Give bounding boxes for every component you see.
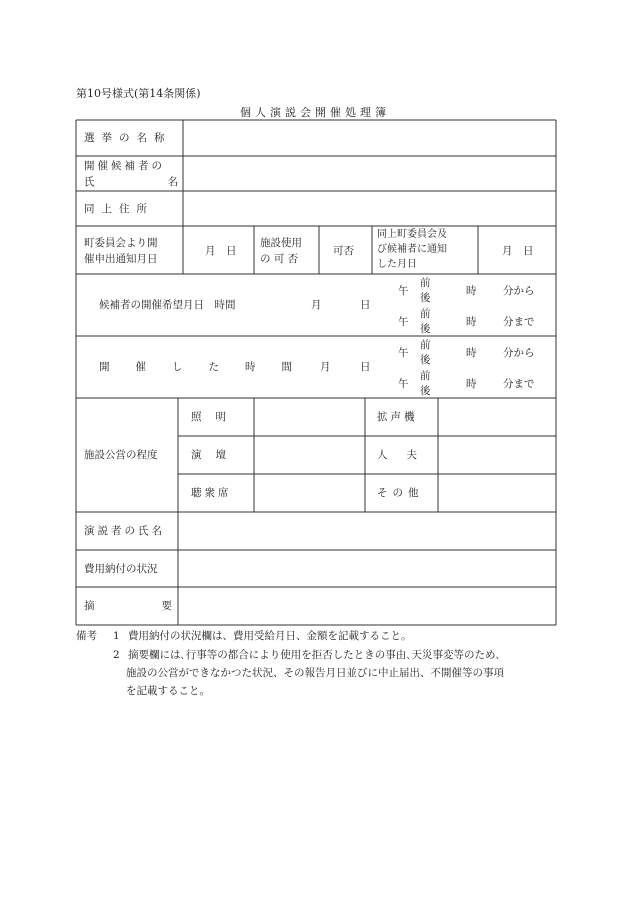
note-1-text: 費用納付の状況欄は、費用受給月日、金額を記載すること。: [128, 630, 412, 642]
field-summary[interactable]: [179, 588, 555, 624]
label-election-name: 選挙の名称: [84, 132, 172, 144]
desired-month-label: 月: [311, 299, 322, 311]
note-1-number: 1: [113, 630, 120, 642]
label-notify-line3: した月日: [377, 259, 417, 270]
note-2-line1: 摘要欄には､行事等の都合により使用を拒否したときの事由､天災事変等のため､: [128, 649, 501, 661]
label-other: その他: [377, 487, 424, 499]
held-start-noon-char: 午: [398, 347, 409, 359]
note-2-number: 2: [113, 649, 120, 661]
facility-use-yes-no[interactable]: 可否: [333, 245, 354, 257]
label-summary-char1: 摘: [84, 600, 95, 612]
note-2-line2: 施設の公営ができなかつた状況、その報告月日並びに中止届出、不開催等の事項: [126, 667, 504, 679]
held-month-label: 月: [320, 361, 331, 373]
held-end-hour: 時: [466, 378, 477, 390]
label-candidate-name-char1: 氏: [84, 176, 95, 188]
desired-start-pm[interactable]: 後: [420, 292, 431, 304]
label-laborer: 人夫: [377, 449, 436, 461]
field-fee-status[interactable]: [179, 551, 555, 586]
label-podium: 演壇: [191, 449, 240, 461]
field-loudspeaker[interactable]: [439, 399, 555, 435]
label-facility-scope: 施設公営の程度: [84, 449, 158, 461]
held-start-hour: 時: [466, 347, 477, 359]
desired-start-from: 分から: [503, 285, 535, 297]
label-candidate-name-char2: 名: [167, 176, 178, 188]
label-loudspeaker: 拡声機: [377, 411, 418, 423]
held-end-am[interactable]: 前: [420, 370, 431, 382]
desired-start-am[interactable]: 前: [420, 277, 431, 289]
desired-start-noon-char: 午: [398, 285, 409, 297]
desired-start-hour: 時: [466, 285, 477, 297]
held-start-from: 分から: [503, 347, 535, 359]
field-podium[interactable]: [255, 437, 364, 473]
label-summary: [84, 599, 172, 613]
notify-month-day[interactable]: 月 日: [502, 245, 534, 257]
label-request-date-line2: 催申出通知月日: [84, 253, 158, 265]
label-held-time: 開催した時間: [99, 361, 318, 373]
held-start-am[interactable]: 前: [420, 339, 431, 351]
label-address: 同上住所: [84, 203, 154, 215]
label-summary-char2: 要: [161, 600, 172, 612]
label-facility-use-line1: 施設使用: [260, 237, 302, 249]
desired-end-hour: 時: [466, 316, 477, 328]
held-start-pm[interactable]: 後: [420, 354, 431, 366]
note-2-line3: を記載すること。: [126, 685, 210, 697]
form-number-label: 第10号様式(第14条関係): [76, 87, 201, 100]
label-candidate-name-line1: 開催候補者の: [84, 160, 165, 172]
held-day-label: 日: [360, 361, 371, 373]
desired-end-am[interactable]: 前: [420, 308, 431, 320]
label-notify-line1: 同上町委員会及: [377, 229, 447, 240]
desired-end-noon-char: 午: [398, 316, 409, 328]
field-other[interactable]: [439, 475, 555, 511]
field-speakers[interactable]: [179, 513, 555, 549]
field-address[interactable]: [184, 192, 555, 225]
desired-end-pm[interactable]: 後: [420, 323, 431, 335]
page-title: 個人演説会開催処理簿: [240, 106, 390, 119]
label-fee-status: 費用納付の状況: [84, 563, 158, 575]
label-desired-time: 候補者の開催希望月日 時間: [99, 299, 236, 311]
label-notify-line2: び候補者に通知: [377, 244, 447, 255]
field-lighting[interactable]: [255, 399, 364, 435]
field-candidate-name[interactable]: [184, 157, 555, 190]
desired-end-until: 分まで: [503, 316, 535, 328]
label-lighting: 照明: [191, 411, 240, 423]
label-seating: 聴衆席: [191, 487, 232, 499]
held-end-noon-char: 午: [398, 378, 409, 390]
held-end-pm[interactable]: 後: [420, 385, 431, 397]
request-month-day[interactable]: 月 日: [205, 245, 237, 257]
field-seating[interactable]: [255, 475, 364, 511]
held-end-until: 分まで: [503, 378, 535, 390]
field-laborer[interactable]: [439, 437, 555, 473]
label-speakers: 演説者の氏名: [84, 525, 165, 537]
label-candidate-name-line2: [84, 175, 178, 189]
field-election-name[interactable]: [184, 121, 555, 155]
notes-label: 備考: [76, 630, 97, 642]
desired-day-label: 日: [360, 299, 371, 311]
label-request-date-line1: 町委員会より開: [84, 237, 158, 249]
label-facility-use-line2: の 可 否: [260, 253, 299, 265]
